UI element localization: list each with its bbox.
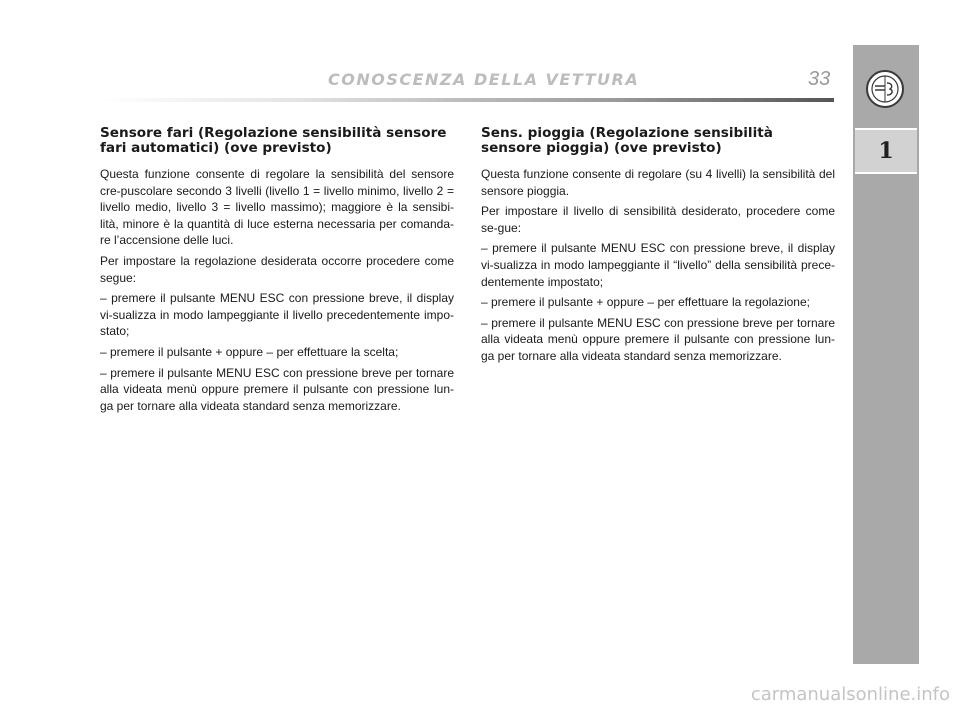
running-header-title: CONOSCENZA DELLA VETTURA: [328, 70, 640, 89]
list-item: – premere il pulsante + oppure – per effettuare la regolazione;: [481, 295, 810, 310]
body-paragraph: Per impostare il livello di sensibilità desiderato, procedere come se-gue:: [481, 204, 835, 235]
list-item: – premere il pulsante MENU ESC con pressione breve, il display vi-sualizza in modo lampeggiante il “livello” della sensibilità prece-dentemente impostato;: [481, 241, 835, 289]
body-paragraph: Questa funzione consente di regolare la sensibilità del sensore cre-puscolare secondo 3 livelli (livello 1 = livello minimo, livello 2 = livello medio, livello 3 = livello massimo); maggiore è la sensibi-lità, minore è la quantità di luce esterna necessaria per comanda-re l’accensione delle luci.: [100, 167, 454, 248]
list-item: – premere il pulsante MENU ESC con pressione breve per tornare alla videata menù oppure premere il pulsante con pressione lun-ga per tornare alla videata standard senza memorizzare.: [100, 365, 454, 413]
list-item: – premere il pulsante + oppure – per effettuare la scelta;: [100, 344, 399, 359]
chapter-tab[interactable]: 1: [855, 128, 917, 174]
section-title: Sens. pioggia (Regolazione sensibilità sensore pioggia) (ove previsto): [481, 125, 773, 156]
alfa-romeo-badge-icon: [866, 70, 904, 108]
body-paragraph: Questa funzione consente di regolare (su 4 livelli) la sensibilità del sensore pioggia.: [481, 167, 835, 198]
header-divider: [100, 98, 834, 102]
list-item: – premere il pulsante MENU ESC con pressione breve per tornare alla videata menù oppure premere il pulsante con pressione lun-ga per tornare alla videata standard senza memorizzare.: [481, 315, 835, 363]
right-column: [481, 126, 835, 369]
watermark: carmanualsonline.info: [750, 684, 950, 705]
body-paragraph: Per impostare la regolazione desiderata occorre procedere come segue:: [100, 253, 454, 285]
page-number: 33: [808, 68, 831, 90]
section-title: Sensore fari (Regolazione sensibilità sensore fari automatici) (ove previsto): [100, 125, 447, 156]
left-column: [100, 126, 454, 418]
list-item: – premere il pulsante MENU ESC con pressione breve, il display vi-sualizza in modo lampeggiante il livello precedentemente impo-stato;: [100, 291, 454, 339]
